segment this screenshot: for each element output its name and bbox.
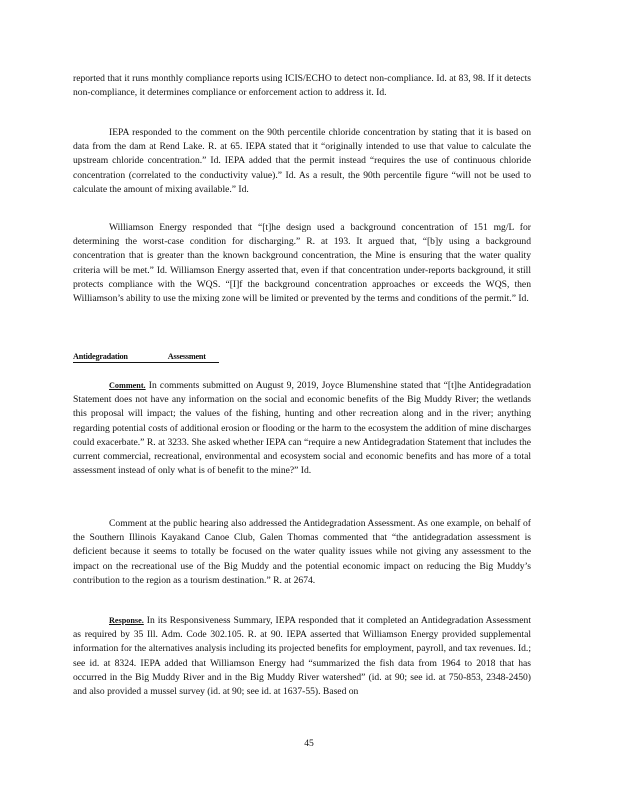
- paragraph-iepa-chloride: IEPA responded to the comment on the 90th percentile chloride concentration by stating that it is based on data from the dam at Rend Lake. R. at 65. IEPA stated that it “originally intended to use that value to calculate the upstream chloride concentration.” Id. IEPA added that the permit instead “requires the use of continuous chloride concentration (correlated to the conductivity value).” Id. As a result, the 90th percentile figure “will not be used to calculate the amount of mixing available.” Id.: [73, 127, 531, 195]
- heading-right: Assessment: [167, 352, 206, 361]
- paragraph-compliance-reports: reported that it runs monthly compliance reports using ICIS/ECHO to detect non-compliance. Id. at 83, 98. If it detects non-compliance, it determines compliance or enforcement action to address it. Id.: [73, 73, 531, 99]
- section-heading: [73, 352, 219, 363]
- paragraph-response: [73, 614, 531, 699]
- paragraph-williamson-background: Williamson Energy responded that “[t]he design used a background concentration of 151 mg/L for determining the worst-case condition for discharging.” R. at 193. It argued that, “[b]y using a background concentration that is greater than the known background concentration, the Mine is ensuring that the water quality criteria will be met.” Id. Williamson Energy asserted that, even if that concentration under-reports background, it still protects compliance with the WQS. “[I]f the background concentration approaches or exceeds the WQS, then Williamson’s ability to use the mixing zone will be limited or prevented by the terms and conditions of the permit.” Id.: [73, 222, 531, 305]
- page-number: 45: [304, 738, 314, 749]
- heading-left: Antidegradation: [73, 352, 128, 361]
- response-text: In its Responsiveness Summary, IEPA responded that it completed an Antidegradation Assessment as required by 35 Ill. Adm. Code 302.105. R. at 90. IEPA asserted that Williamson Energy provided supplemental information for the alternatives analysis including its projected benefits for employment, payroll, and tax revenues. Id.; see id. at 8324. IEPA added that Williamson Energy had “summarized the fish data from 1964 to 2018 that has occurred in the Big Muddy River and in the Big Muddy River watershed” (id. at 90; see id. at 750-853, 2348-2450) and also provided a mussel survey (id. at 90; see id. at 1637-55). Based on: [73, 615, 531, 698]
- comment-label: Comment.: [109, 381, 146, 390]
- comment-text: In comments submitted on August 9, 2019, Joyce Blumenshine stated that “[t]he Antidegradation Statement does not have any information on the social and economic benefits of the Big Muddy River; the wetlands this proposal will impact; the values of the fishing, hunting and other recreation along and in the river; anything regarding potential costs of additional erosion or flooding or the harm to the ecosystem the addition of mine discharges could exacerbate.” R. at 3233. She asked whether IEPA can “require a new Antidegradation Statement that includes the current commercial, recreational, environmental and ecosystem social and economic benefits and has more of a total assessment instead of only what is of benefit to the mine?” Id.: [73, 380, 531, 477]
- response-label: Response.: [109, 616, 144, 625]
- paragraph-comment-blumenshine: [73, 379, 531, 478]
- paragraph-public-hearing: Comment at the public hearing also addressed the Antidegradation Assessment. As one example, on behalf of the Southern Illinois Kayakand Canoe Club, Galen Thomas commented that “the antidegradation assessment is deficient because it seems to totally be focused on the water quality issues while not giving any assessment to the impact on the recreational use of the Big Muddy and the potential economic impact on reducing the Big Muddy’s contribution to the region as a tourism destination.” R. at 2674.: [73, 518, 531, 586]
